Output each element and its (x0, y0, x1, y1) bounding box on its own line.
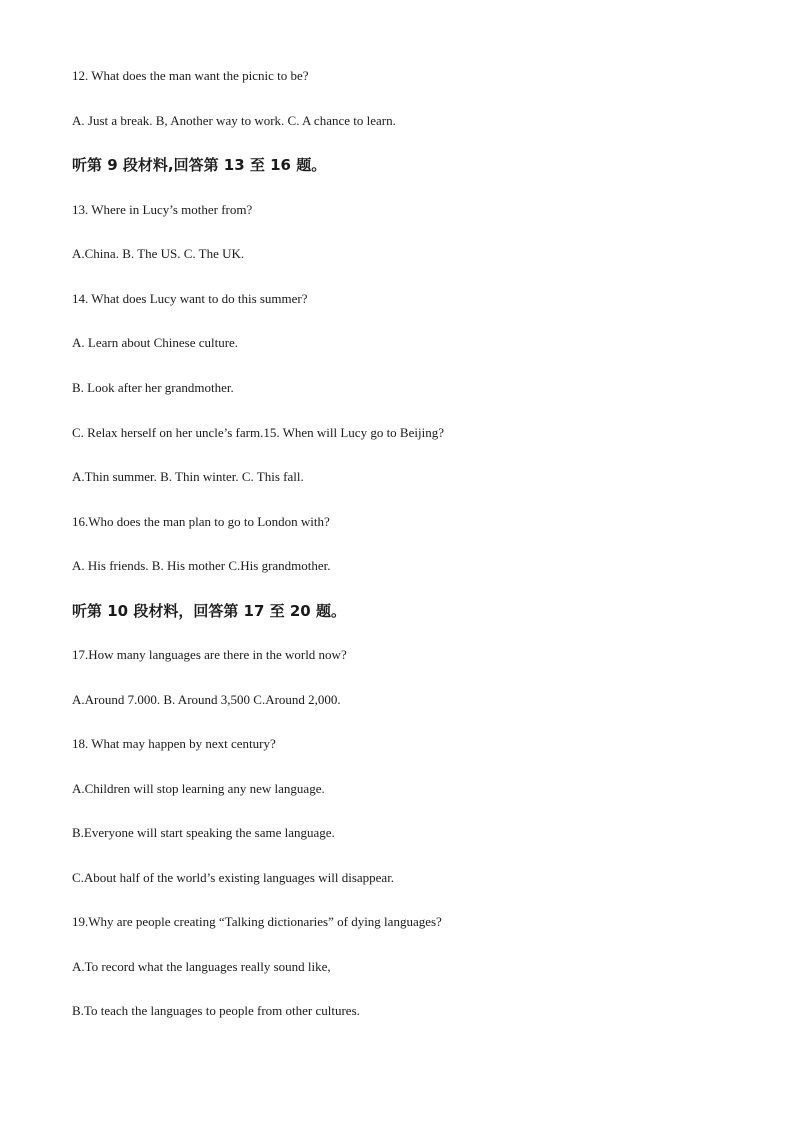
question-13-options: A.China. B. The US. C. The UK. (72, 246, 245, 261)
question-13: 13. Where in Lucy’s mother from? (72, 202, 253, 217)
question-15-options: A.Thin summer. B. Thin winter. C. This fall. (72, 469, 304, 484)
question-18-option-b: B.Everyone will start speaking the same language. (72, 825, 335, 840)
section-heading-9: 听第 9 段材料,回答第 13 至 16 题。 (72, 156, 327, 174)
question-12: 12. What does the man want the picnic to be? (72, 68, 309, 83)
question-14: 14. What does Lucy want to do this summer? (72, 291, 308, 306)
question-18-option-a: A.Children will stop learning any new language. (72, 781, 325, 796)
question-14-option-c-and-question-15: C. Relax herself on her uncle’s farm.15. When will Lucy go to Beijing? (72, 425, 444, 440)
question-12-options: A. Just a break. B, Another way to work. C. A chance to learn. (72, 113, 396, 128)
section-heading-10: 听第 10 段材料，回答第 17 至 20 题。 (72, 602, 346, 620)
question-19-option-a: A.To record what the languages really sound like, (72, 959, 331, 974)
question-16: 16.Who does the man plan to go to London with? (72, 514, 330, 529)
question-14-option-a: A. Learn about Chinese culture. (72, 335, 239, 350)
question-17: 17.How many languages are there in the world now? (72, 647, 347, 662)
question-14-option-b: B. Look after her grandmother. (72, 380, 234, 395)
question-19-option-b: B.To teach the languages to people from other cultures. (72, 1003, 360, 1018)
question-19: 19.Why are people creating “Talking dictionaries” of dying languages? (72, 914, 442, 929)
question-16-options: A. His friends. B. His mother C.His grandmother. (72, 558, 331, 573)
question-18: 18. What may happen by next century? (72, 736, 276, 751)
question-18-option-c: C.About half of the world’s existing languages will disappear. (72, 870, 395, 885)
question-17-options: A.Around 7.000. B. Around 3,500 C.Around 2,000. (72, 692, 341, 707)
